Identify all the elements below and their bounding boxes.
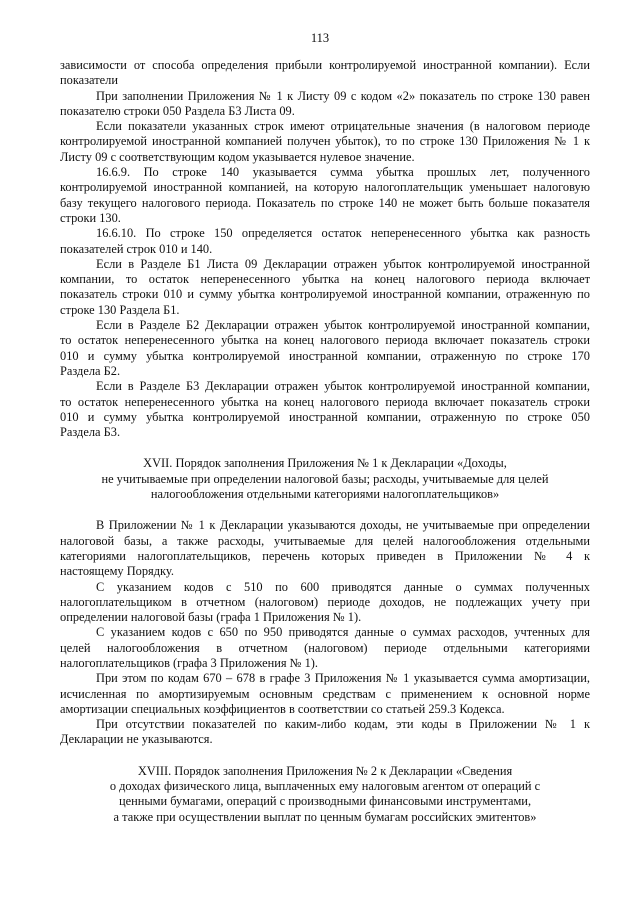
text-line: 010 и сумму убытка контролируемой иностранной компании, отраженную по строке 170	[60, 348, 590, 363]
page-number: 113	[310, 31, 330, 45]
text-line: то остаток неперенесенного убытка на конец налогового периода включает показатель строки	[60, 333, 590, 348]
para-16-6-10	[60, 226, 590, 257]
text-line: определении налоговой базы (графа 1 Приложения № 1).	[60, 610, 362, 625]
para-codes-650-950	[60, 625, 590, 671]
text-line: исчисленная по амортизируемым основным средствам с применением к основной норме	[60, 686, 590, 701]
text-line: XVIII. Порядок заполнения Приложения № 2 к Декларации «Сведения	[137, 763, 513, 778]
text-line: Если в Разделе Б2 Декларации отражен убыток контролируемой иностранной компании,	[96, 318, 590, 333]
text-line: Листу 09 с соответствующим кодом указывается нулевое значение.	[60, 149, 415, 164]
para-annex1-intro	[60, 518, 590, 579]
text-line: Раздела Б3.	[60, 425, 121, 440]
text-line: показателей строк 010 и 140.	[60, 241, 213, 256]
text-line: о доходах физического лица, выплаченных ему налоговым агентом от операций с	[109, 779, 541, 794]
section-gap	[60, 748, 590, 764]
para-section-b1	[60, 257, 590, 318]
text-line: Раздела Б2.	[60, 363, 121, 378]
text-line: строке 130 Раздела Б1.	[60, 302, 180, 317]
text-line: зависимости от способа определения прибыли контролируемой иностранной компании). Если	[60, 58, 590, 72]
para-absence	[60, 717, 590, 748]
text-line: показателю строки 050 Раздела Б3 Листа 09.	[60, 103, 295, 118]
text-line: не учитываемые при определении налоговой базы; расходы, учитываемые для целей	[101, 471, 549, 486]
text-line: 16.6.9. По строке 140 указывается сумма убытка прошлых лет, полученного	[96, 165, 590, 180]
text-line: строки 130.	[60, 210, 121, 225]
text-line: налогоплательщиков (графа 3 Приложения № 1).	[60, 655, 318, 670]
text-line: целей налогообложения в отчетном (налоговом) периоде отдельными категориями	[60, 640, 590, 655]
text-line: С указанием кодов с 510 по 600 приводятся данные о суммах полученных	[96, 579, 590, 594]
text-line: показатель строки 010 и сумму убытка контролируемой иностранной компании, отраженную по	[60, 287, 590, 302]
para-16-6-9	[60, 165, 590, 226]
text-line: показатели	[60, 73, 118, 88]
para-codes-670-678	[60, 671, 590, 717]
text-line: Если в Разделе Б3 Декларации отражен убыток контролируемой иностранной компании,	[96, 379, 590, 394]
para-section-b3	[60, 379, 590, 440]
para-continuation	[60, 58, 590, 89]
heading-xviii	[60, 764, 590, 825]
text-line: XVII. Порядок заполнения Приложения № 1 к Декларации «Доходы,	[143, 456, 507, 471]
text-line: При заполнении Приложения № 1 к Листу 09 с кодом «2» показатель по строке 130 равен	[96, 88, 590, 103]
text-line: а также при осуществлении выплат по ценным бумагам российских эмитентов»	[113, 809, 537, 824]
text-line: В Приложении № 1 к Декларации указываются доходы, не учитываемые при определении	[96, 518, 590, 533]
para-annex1-code2	[60, 89, 590, 120]
text-line: ценными бумагами, операций с производными финансовыми инструментами,	[118, 794, 532, 809]
heading-xvii	[60, 456, 590, 502]
text-line: категориями налогоплательщиков, перечень которых приведен в Приложении № 4 к	[60, 548, 590, 563]
text-line: При отсутствии показателей по каким-либо кодам, эти коды в Приложении № 1 к	[96, 717, 590, 732]
text-line: компании, то остаток неперенесенного убытка на конец налогового периода включает	[60, 272, 590, 287]
text-line: 16.6.10. По строке 150 определяется остаток неперенесенного убытка как разность	[96, 226, 590, 241]
text-line: налогоплательщиком в отчетном (налоговом) периоде доходов, не подлежащих учету при	[60, 594, 590, 609]
section-gap	[60, 440, 590, 456]
text-line: контролируемой иностранной компанией, на которую налогоплательщик уменьшает налоговую	[60, 180, 590, 195]
section-gap	[60, 502, 590, 518]
text-line: контролируемой иностранной компанией получен убыток), то по строке 130 Приложения № 1 к	[60, 134, 590, 149]
text-line: Если показатели указанных строк имеют отрицательные значения (в налоговом периоде	[96, 119, 590, 134]
para-negative-values	[60, 119, 590, 165]
text-line: Декларации не указываются.	[60, 732, 213, 747]
text-line: С указанием кодов с 650 по 950 приводятся данные о суммах расходов, учтенных для	[96, 625, 590, 640]
document-body	[60, 58, 590, 825]
text-line: Если в Разделе Б1 Листа 09 Декларации отражен убыток контролируемой иностранной	[96, 256, 590, 271]
para-section-b2	[60, 318, 590, 379]
text-line: При этом по кодам 670 – 678 в графе 3 Приложения № 1 указывается сумма амортизации,	[96, 671, 590, 686]
text-line: амортизации специальных коэффициентов в соответствии со статьей 259.3 Кодекса.	[60, 701, 505, 716]
text-line: базу текущего налогового периода. Показатель по строке 140 не может быть больше показателя	[60, 195, 590, 210]
para-codes-510-600	[60, 580, 590, 626]
text-line: настоящему Порядку.	[60, 564, 174, 579]
text-line: налогообложения отдельными категориями налогоплательщиков»	[150, 487, 500, 502]
text-line: налоговой базы, а также расходы, учитываемые для целей налогообложения отдельными	[60, 533, 590, 548]
text-line: 010 и сумму убытка контролируемой иностранной компании, отраженную по строке 050	[60, 409, 590, 424]
text-line: то остаток неперенесенного убытка на конец налогового периода включает показатель строки	[60, 394, 590, 409]
